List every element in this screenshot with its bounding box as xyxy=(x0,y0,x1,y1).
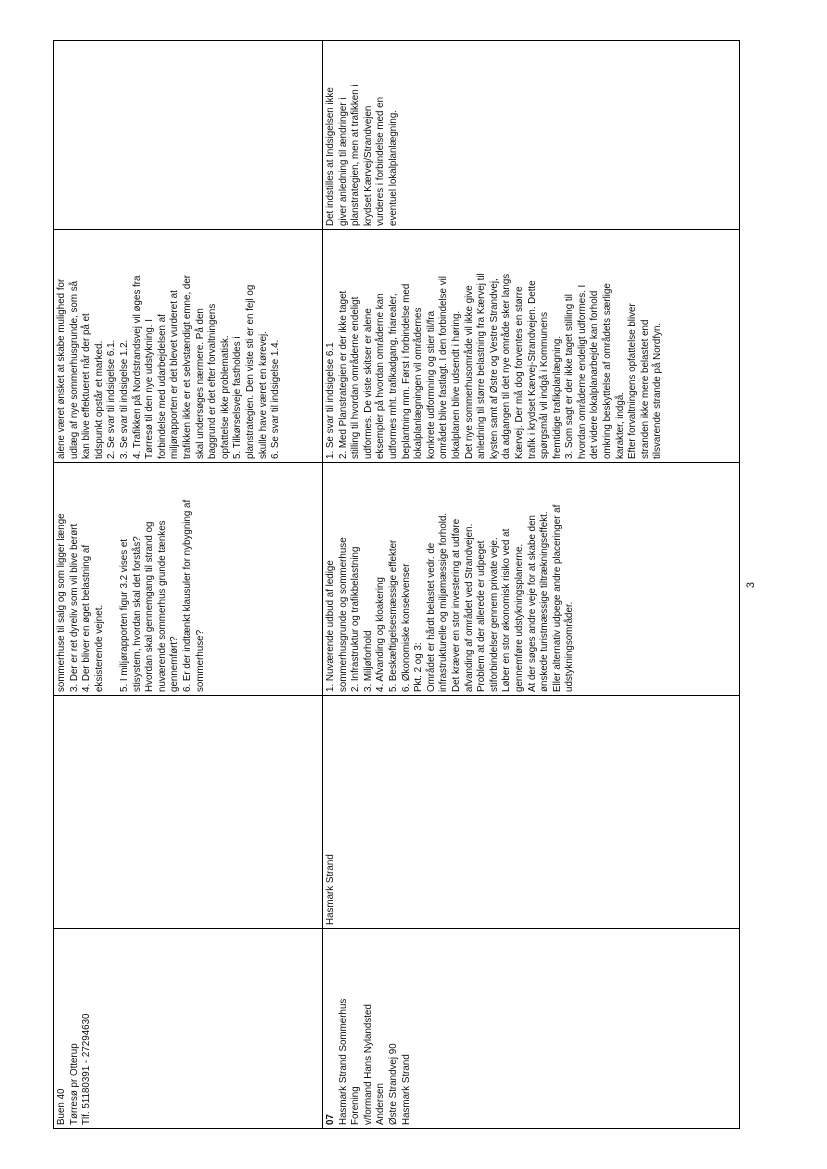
text-line: da adgangen til det nye område sker langs xyxy=(501,273,513,459)
text-line: eksisterende vejnet. xyxy=(93,604,105,692)
text-line: 1. Se svar til indsigelse 6.1 xyxy=(325,342,336,459)
sender-number: 07 xyxy=(325,1114,336,1125)
text-line: nuværende sommerhus grunde tænkes xyxy=(156,520,168,692)
text-line: gennemføre udstykningsplanerne. xyxy=(513,543,525,692)
area-cell xyxy=(54,696,323,929)
text-line: Hasmark Strand xyxy=(400,1054,412,1125)
text-line: alene været ønsket at skabe mulighed for xyxy=(56,278,67,459)
text-line: skulle have været en kørevej. xyxy=(257,331,269,459)
text-line: Tørresø til den nye udstykning. I xyxy=(144,319,156,459)
text-line: Tlf. 51180391 - 27294630 xyxy=(81,1013,93,1125)
text-line: 3. Som sagt er der ikke taget stilling til xyxy=(564,294,576,459)
response-lines xyxy=(325,233,665,459)
text-line: At der søges andre veje for at skabe den xyxy=(526,515,538,692)
text-line: vurderes i forbindelse med en xyxy=(375,96,387,226)
text-line: sommerhusgrunde og sommerhuse xyxy=(337,537,349,692)
text-line: planstrategien. Den viste sti er en fejl og xyxy=(244,284,256,459)
text-line: 3. Der er ret dyreliv som vil blive berørt xyxy=(68,523,80,692)
text-line: opfattelse ikke problematisk. xyxy=(219,335,231,459)
text-line: krydset Kærvej/Strandvejen xyxy=(362,105,374,226)
text-line: 5. I miljørapporten figur 3.2 vises et xyxy=(118,538,130,692)
text-line: 4. Der bliver en øget belastning af xyxy=(81,544,93,692)
text-line: udlæg af nye sommerhusgrunde, som så xyxy=(68,280,80,459)
text-line: 3. Se svar til indsigelse 1.2. xyxy=(118,339,130,459)
response-cell xyxy=(323,230,740,463)
points-lines xyxy=(56,466,207,692)
text-line: Kærvej. Der må dog forventes en større xyxy=(513,286,525,459)
text-line: sommerhuse? xyxy=(194,629,206,692)
text-line: 5. Tilkørselsveje fastholdes i xyxy=(232,336,244,459)
text-line: eksempler på hvordan områderne kan xyxy=(375,293,387,459)
text-line: udstykningsområder. xyxy=(564,601,576,692)
text-line: Løber en stor økonomisk risiko ved at xyxy=(501,528,513,692)
table-row xyxy=(323,41,740,1129)
points-lines xyxy=(325,466,577,692)
sender-cell xyxy=(54,929,323,1129)
text-line: 6. Økonomiske konsekvenser xyxy=(400,563,412,692)
text-line: gennemført? xyxy=(169,636,181,692)
text-line: 2. Med Planstrategien er der ikke taget xyxy=(337,290,349,459)
text-line: konkrete udformning og stier til/fra xyxy=(425,310,437,459)
text-line: omkring beskyttelse af områdets særlige xyxy=(602,283,614,459)
text-line: skal undersøges nærmere. På den xyxy=(194,308,206,459)
text-line: 2. Se svar til indsigelse 6.1. xyxy=(106,339,118,459)
text-line: 4. Afvanding og kloakering xyxy=(375,577,387,692)
text-line: baggrund er det efter forvaltningens xyxy=(207,303,219,459)
text-line: Hasmark Strand Sommerhus xyxy=(337,998,349,1125)
text-line: stisystem, hvordan skal det forstås? xyxy=(131,536,143,692)
text-line: giver anledning til ændringer i xyxy=(337,97,349,226)
text-line: 6. Er der indtænkt klausuler for nybygning af xyxy=(181,499,193,692)
text-line: 1. Nuværende udbud af ledige xyxy=(325,560,336,692)
recommendation-cell xyxy=(323,41,740,230)
text-line: Forening xyxy=(350,1086,362,1125)
points-cell xyxy=(54,463,323,696)
text-line: miljørapporten er det blevet vurderet at xyxy=(169,290,181,459)
area-cell: Hasmark Strand xyxy=(323,696,740,929)
text-line: stranden ikke mere belastet end xyxy=(639,319,651,459)
text-line: fremtidige trafikplanlægning. xyxy=(551,335,563,459)
sender-lines xyxy=(338,932,414,1125)
text-line: eventuel lokalplanlægning. xyxy=(387,109,399,226)
text-line: ønskede turistmæssige tiltrækningseffekt. xyxy=(539,511,551,692)
text-line: området blive fastlagt. I den forbindelse vil xyxy=(438,276,450,459)
text-line: Tørresø pr Otterup xyxy=(68,1043,80,1125)
objections-table xyxy=(53,40,740,1129)
text-line: anledning til større belastning fra Kærvej til xyxy=(476,273,488,459)
text-line: 3. Miljøforhold xyxy=(362,630,374,692)
text-line: Andersen xyxy=(375,1083,387,1125)
text-line: Det indstilles at Indsigelsen ikke xyxy=(325,87,336,226)
text-line: v/formand Hans Nylandsted xyxy=(362,1004,374,1125)
text-line: Det nye sommerhusområde vil ikke give xyxy=(463,285,475,459)
text-line: 5. Beskæftigelsesmæssige effekter xyxy=(387,539,399,692)
text-line: beplantning mm. Først i forbindelse med xyxy=(400,283,412,459)
text-line xyxy=(106,466,119,692)
text-line: kan blive effektueret når der på et xyxy=(81,313,93,459)
text-line: sommerhuse til salg og som ligger længe xyxy=(56,513,67,692)
rotated-document-table xyxy=(53,41,739,1129)
text-line: trafik i krydset Kærvej-Strandvejen. Dette xyxy=(526,280,538,459)
response-cell xyxy=(54,230,323,463)
text-line: Det kræver en stor investering at udføre xyxy=(450,518,462,692)
text-line: tidspunkt opstår et marked. xyxy=(93,340,105,459)
text-line: hvordan områderne endeligt udformes. I xyxy=(576,284,588,459)
text-line: lokalplanlægningen vil områdernes xyxy=(413,307,425,459)
text-line: 2. Infrastruktur og trafikbelastning xyxy=(350,546,362,692)
text-line: stilling til hvordan områderne endeligt xyxy=(350,296,362,459)
text-line: Hvordan skal gennemgang til strand og xyxy=(144,521,156,692)
points-cell xyxy=(323,463,740,696)
text-line: Østre Strandvej 90 xyxy=(387,1043,399,1125)
text-line: planstrategien, men at trafikken i xyxy=(350,84,362,226)
text-line: Efter forvaltningens opfattelse bliver xyxy=(627,303,639,459)
text-line: udformes. De viste skitser er alene xyxy=(362,308,374,459)
text-line: 6. Se svar til indsigelse 1.4. xyxy=(270,339,282,459)
text-line: stiforbindelser gennem private veje. xyxy=(488,537,500,692)
text-line: Problem at der allerede er udpeget xyxy=(476,540,488,692)
text-line: Eller alternativ udpege andre placeringer af xyxy=(551,504,563,692)
text-line: 4. Trafikken på Nordstrandsvej vil øges fra xyxy=(131,275,143,459)
text-line: spørgsmål vil indgå i Kommunens xyxy=(539,311,551,459)
text-line: lokalplanen blive udsendt i høring. xyxy=(450,310,462,459)
recommendation-lines xyxy=(325,44,401,226)
text-line: infrastrukturelle og miljømæssige forhold. xyxy=(438,512,450,692)
text-line: Buen 40 xyxy=(56,1088,67,1125)
text-line: Området er hårdt belastet vedr. de xyxy=(425,542,437,692)
table-row xyxy=(54,41,323,1129)
text-line: det videre lokalplanarbejde kan forhold xyxy=(589,290,601,459)
text-line: karakter, indgå. xyxy=(614,392,626,459)
sender-cell xyxy=(323,929,740,1129)
text-line: trafikken ikke er et selvstændigt emne, der xyxy=(181,274,193,459)
text-line: tilsvarende strande på Nordfyn. xyxy=(652,322,664,459)
sender-lines xyxy=(56,932,94,1125)
text-line: forbindelse med udarbejdelsen af xyxy=(156,314,168,459)
text-line: udformes mht. trafikadgang, friarealer, xyxy=(387,293,399,459)
text-line: afvanding af området ved Strandvejen. xyxy=(463,523,475,692)
text-line: kysten samt af Østre og Vestre Strandvej, xyxy=(488,278,500,459)
response-lines xyxy=(56,233,283,459)
text-line: Pkt. 2 og 3: xyxy=(413,642,425,692)
recommendation-cell xyxy=(54,41,323,230)
page-number: 3 xyxy=(745,581,757,589)
